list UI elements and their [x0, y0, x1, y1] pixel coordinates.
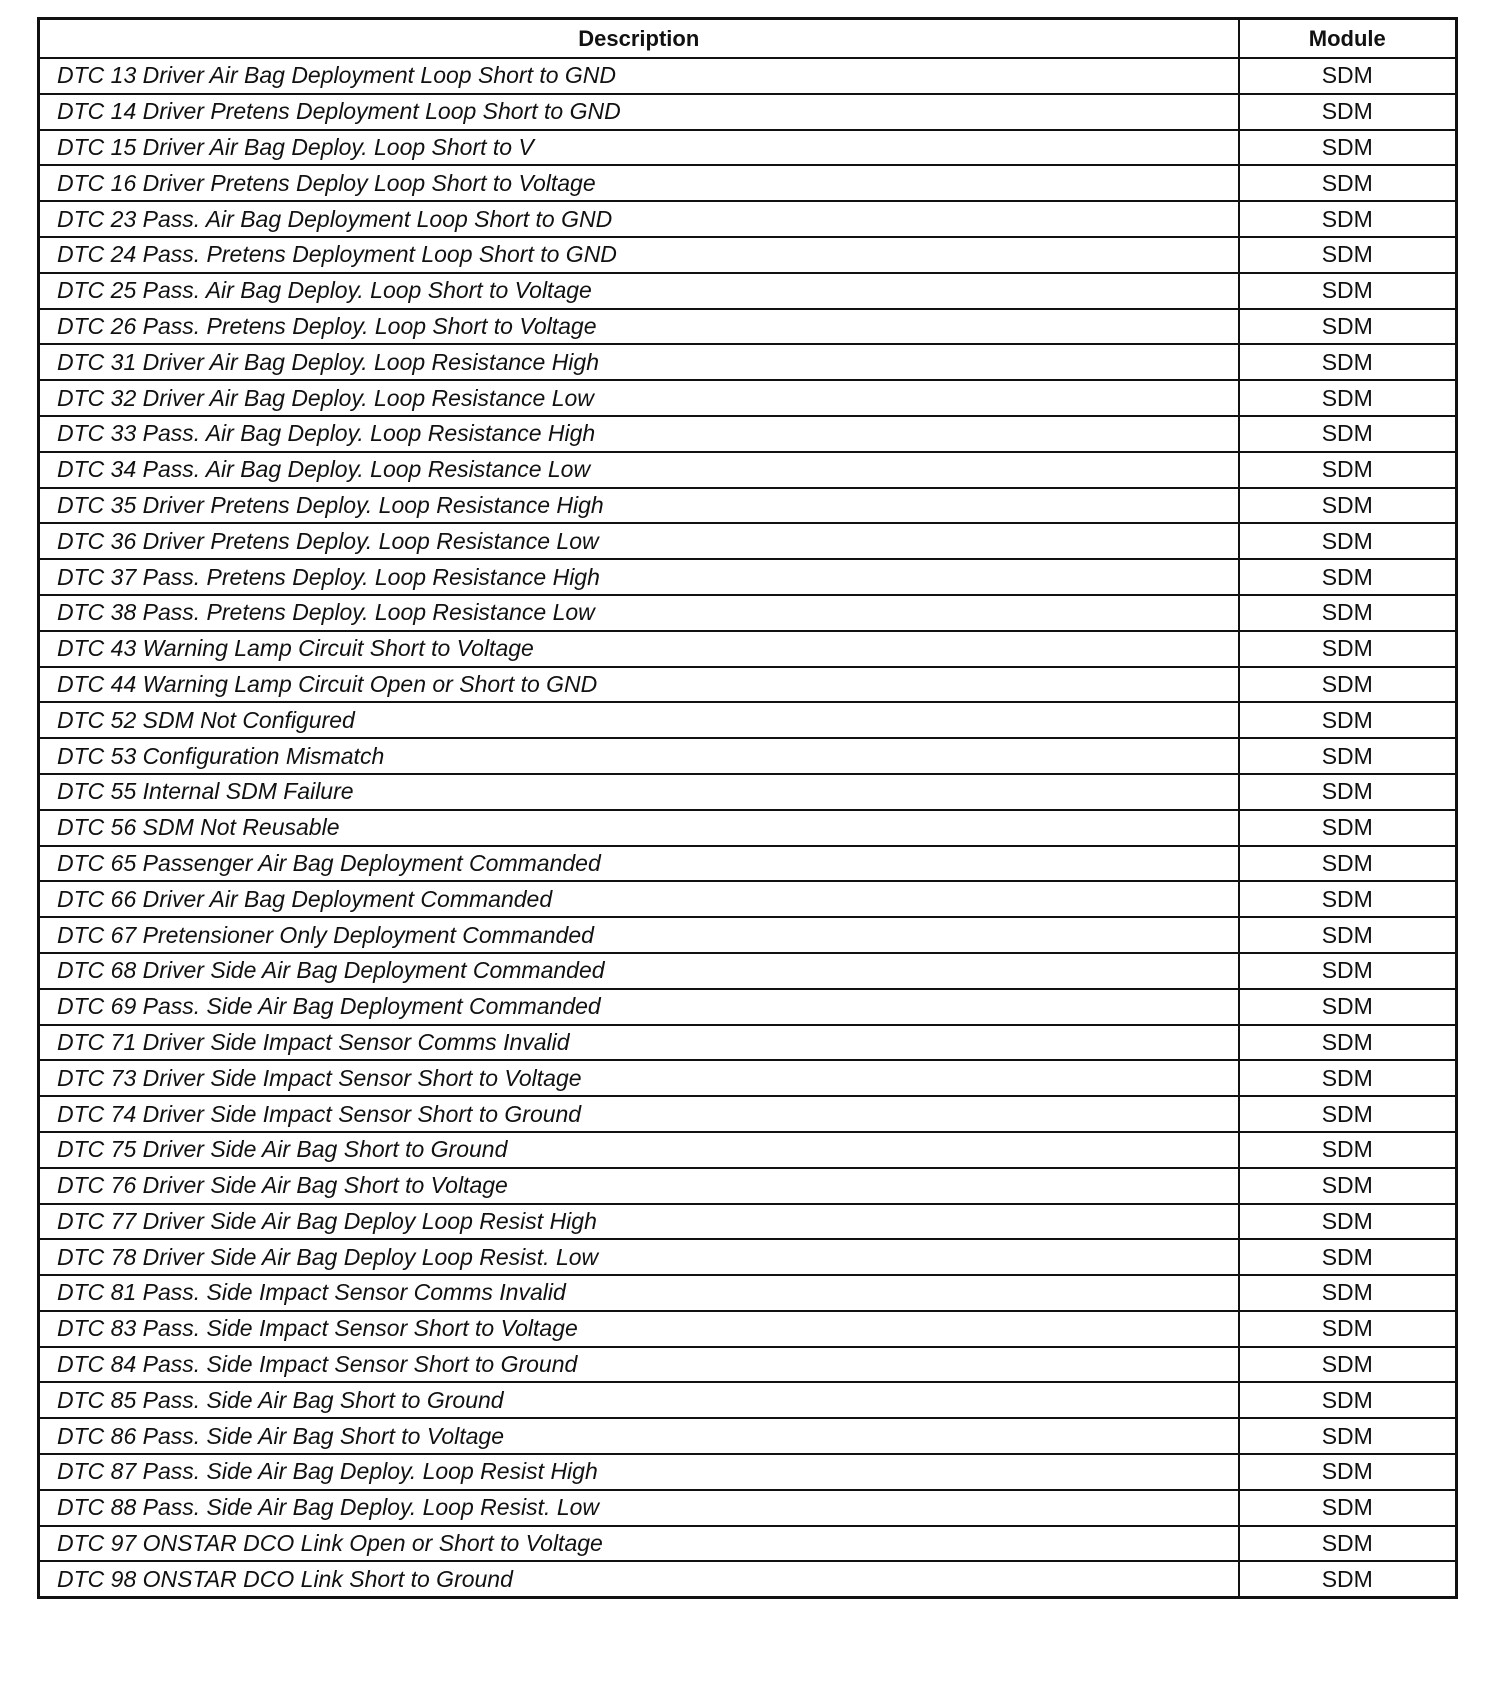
module-cell: SDM [1239, 1204, 1457, 1240]
dtc-table [37, 17, 1458, 1599]
dtc-description-cell: DTC 87 Pass. Side Air Bag Deploy. Loop Resist High [39, 1454, 1239, 1490]
module-cell: SDM [1239, 881, 1457, 917]
dtc-description-cell: DTC 97 ONSTAR DCO Link Open or Short to Voltage [39, 1526, 1239, 1562]
dtc-description-cell: DTC 37 Pass. Pretens Deploy. Loop Resistance High [39, 559, 1239, 595]
module-cell: SDM [1239, 667, 1457, 703]
dtc-description-cell: DTC 73 Driver Side Impact Sensor Short to Voltage [39, 1060, 1239, 1096]
dtc-description-cell: DTC 38 Pass. Pretens Deploy. Loop Resistance Low [39, 595, 1239, 631]
dtc-description-cell: DTC 15 Driver Air Bag Deploy. Loop Short to V [39, 130, 1239, 166]
dtc-description-cell: DTC 98 ONSTAR DCO Link Short to Ground [39, 1561, 1239, 1597]
module-cell: SDM [1239, 1418, 1457, 1454]
table-row [39, 810, 1457, 846]
table-row [39, 380, 1457, 416]
table-row [39, 523, 1457, 559]
table-row [39, 416, 1457, 452]
dtc-description-cell: DTC 24 Pass. Pretens Deployment Loop Short to GND [39, 237, 1239, 273]
table-row [39, 58, 1457, 94]
table-row [39, 1454, 1457, 1490]
module-cell: SDM [1239, 165, 1457, 201]
module-cell: SDM [1239, 1490, 1457, 1526]
table-row [39, 1239, 1457, 1275]
dtc-description-cell: DTC 43 Warning Lamp Circuit Short to Voltage [39, 631, 1239, 667]
table-row [39, 1526, 1457, 1562]
dtc-description-cell: DTC 65 Passenger Air Bag Deployment Commanded [39, 846, 1239, 882]
module-cell: SDM [1239, 58, 1457, 94]
table-row [39, 1204, 1457, 1240]
module-cell: SDM [1239, 1239, 1457, 1275]
dtc-description-cell: DTC 88 Pass. Side Air Bag Deploy. Loop Resist. Low [39, 1490, 1239, 1526]
dtc-description-cell: DTC 84 Pass. Side Impact Sensor Short to Ground [39, 1347, 1239, 1383]
module-cell: SDM [1239, 917, 1457, 953]
module-cell: SDM [1239, 237, 1457, 273]
table-body [39, 58, 1457, 1598]
table-row [39, 1275, 1457, 1311]
module-cell: SDM [1239, 953, 1457, 989]
module-cell: SDM [1239, 416, 1457, 452]
table-row [39, 1096, 1457, 1132]
dtc-description-cell: DTC 75 Driver Side Air Bag Short to Ground [39, 1132, 1239, 1168]
dtc-description-cell: DTC 83 Pass. Side Impact Sensor Short to Voltage [39, 1311, 1239, 1347]
dtc-description-cell: DTC 32 Driver Air Bag Deploy. Loop Resistance Low [39, 380, 1239, 416]
header-description: Description [39, 19, 1239, 59]
dtc-description-cell: DTC 66 Driver Air Bag Deployment Commanded [39, 881, 1239, 917]
table-row [39, 702, 1457, 738]
table-row [39, 1490, 1457, 1526]
table-row [39, 953, 1457, 989]
table-row [39, 94, 1457, 130]
table-row [39, 1132, 1457, 1168]
module-cell: SDM [1239, 523, 1457, 559]
dtc-description-cell: DTC 71 Driver Side Impact Sensor Comms Invalid [39, 1025, 1239, 1061]
module-cell: SDM [1239, 201, 1457, 237]
dtc-description-cell: DTC 23 Pass. Air Bag Deployment Loop Short to GND [39, 201, 1239, 237]
module-cell: SDM [1239, 1168, 1457, 1204]
dtc-description-cell: DTC 52 SDM Not Configured [39, 702, 1239, 738]
table-row [39, 1561, 1457, 1597]
table-row [39, 774, 1457, 810]
dtc-description-cell: DTC 74 Driver Side Impact Sensor Short to Ground [39, 1096, 1239, 1132]
table-row [39, 165, 1457, 201]
module-cell: SDM [1239, 1311, 1457, 1347]
table-row [39, 344, 1457, 380]
module-cell: SDM [1239, 810, 1457, 846]
module-cell: SDM [1239, 344, 1457, 380]
table-row [39, 273, 1457, 309]
dtc-description-cell: DTC 69 Pass. Side Air Bag Deployment Commanded [39, 989, 1239, 1025]
dtc-description-cell: DTC 44 Warning Lamp Circuit Open or Short to GND [39, 667, 1239, 703]
table-row [39, 309, 1457, 345]
module-cell: SDM [1239, 94, 1457, 130]
dtc-description-cell: DTC 25 Pass. Air Bag Deploy. Loop Short to Voltage [39, 273, 1239, 309]
module-cell: SDM [1239, 631, 1457, 667]
table-row [39, 631, 1457, 667]
dtc-description-cell: DTC 86 Pass. Side Air Bag Short to Voltage [39, 1418, 1239, 1454]
table-row [39, 1025, 1457, 1061]
module-cell: SDM [1239, 1454, 1457, 1490]
table-row [39, 917, 1457, 953]
dtc-description-cell: DTC 56 SDM Not Reusable [39, 810, 1239, 846]
module-cell: SDM [1239, 846, 1457, 882]
table-row [39, 201, 1457, 237]
table-row [39, 130, 1457, 166]
module-cell: SDM [1239, 309, 1457, 345]
table-row [39, 1418, 1457, 1454]
table-row [39, 881, 1457, 917]
dtc-description-cell: DTC 16 Driver Pretens Deploy Loop Short to Voltage [39, 165, 1239, 201]
dtc-description-cell: DTC 26 Pass. Pretens Deploy. Loop Short to Voltage [39, 309, 1239, 345]
module-cell: SDM [1239, 1347, 1457, 1383]
table-row [39, 738, 1457, 774]
table-row [39, 1311, 1457, 1347]
module-cell: SDM [1239, 1096, 1457, 1132]
table-row [39, 595, 1457, 631]
module-cell: SDM [1239, 738, 1457, 774]
dtc-description-cell: DTC 78 Driver Side Air Bag Deploy Loop Resist. Low [39, 1239, 1239, 1275]
header-row [39, 19, 1457, 59]
header-module: Module [1239, 19, 1457, 59]
table-header [39, 19, 1457, 59]
table-row [39, 1168, 1457, 1204]
table-row [39, 846, 1457, 882]
dtc-description-cell: DTC 34 Pass. Air Bag Deploy. Loop Resistance Low [39, 452, 1239, 488]
table-row [39, 989, 1457, 1025]
module-cell: SDM [1239, 1382, 1457, 1418]
dtc-description-cell: DTC 31 Driver Air Bag Deploy. Loop Resistance High [39, 344, 1239, 380]
module-cell: SDM [1239, 273, 1457, 309]
dtc-description-cell: DTC 55 Internal SDM Failure [39, 774, 1239, 810]
table-row [39, 1382, 1457, 1418]
table-row [39, 1347, 1457, 1383]
module-cell: SDM [1239, 380, 1457, 416]
dtc-description-cell: DTC 33 Pass. Air Bag Deploy. Loop Resistance High [39, 416, 1239, 452]
dtc-description-cell: DTC 36 Driver Pretens Deploy. Loop Resistance Low [39, 523, 1239, 559]
module-cell: SDM [1239, 1025, 1457, 1061]
table-row [39, 488, 1457, 524]
table-row [39, 1060, 1457, 1096]
dtc-description-cell: DTC 81 Pass. Side Impact Sensor Comms Invalid [39, 1275, 1239, 1311]
module-cell: SDM [1239, 595, 1457, 631]
table-row [39, 237, 1457, 273]
dtc-description-cell: DTC 76 Driver Side Air Bag Short to Voltage [39, 1168, 1239, 1204]
table-row [39, 667, 1457, 703]
module-cell: SDM [1239, 989, 1457, 1025]
module-cell: SDM [1239, 452, 1457, 488]
module-cell: SDM [1239, 1060, 1457, 1096]
dtc-description-cell: DTC 14 Driver Pretens Deployment Loop Short to GND [39, 94, 1239, 130]
dtc-description-cell: DTC 77 Driver Side Air Bag Deploy Loop Resist High [39, 1204, 1239, 1240]
dtc-description-cell: DTC 35 Driver Pretens Deploy. Loop Resistance High [39, 488, 1239, 524]
module-cell: SDM [1239, 1561, 1457, 1597]
table-row [39, 452, 1457, 488]
dtc-description-cell: DTC 85 Pass. Side Air Bag Short to Ground [39, 1382, 1239, 1418]
module-cell: SDM [1239, 488, 1457, 524]
dtc-description-cell: DTC 53 Configuration Mismatch [39, 738, 1239, 774]
dtc-description-cell: DTC 68 Driver Side Air Bag Deployment Commanded [39, 953, 1239, 989]
dtc-description-cell: DTC 67 Pretensioner Only Deployment Commanded [39, 917, 1239, 953]
module-cell: SDM [1239, 1275, 1457, 1311]
table-row [39, 559, 1457, 595]
module-cell: SDM [1239, 774, 1457, 810]
module-cell: SDM [1239, 1526, 1457, 1562]
dtc-description-cell: DTC 13 Driver Air Bag Deployment Loop Short to GND [39, 58, 1239, 94]
module-cell: SDM [1239, 130, 1457, 166]
module-cell: SDM [1239, 702, 1457, 738]
module-cell: SDM [1239, 1132, 1457, 1168]
module-cell: SDM [1239, 559, 1457, 595]
